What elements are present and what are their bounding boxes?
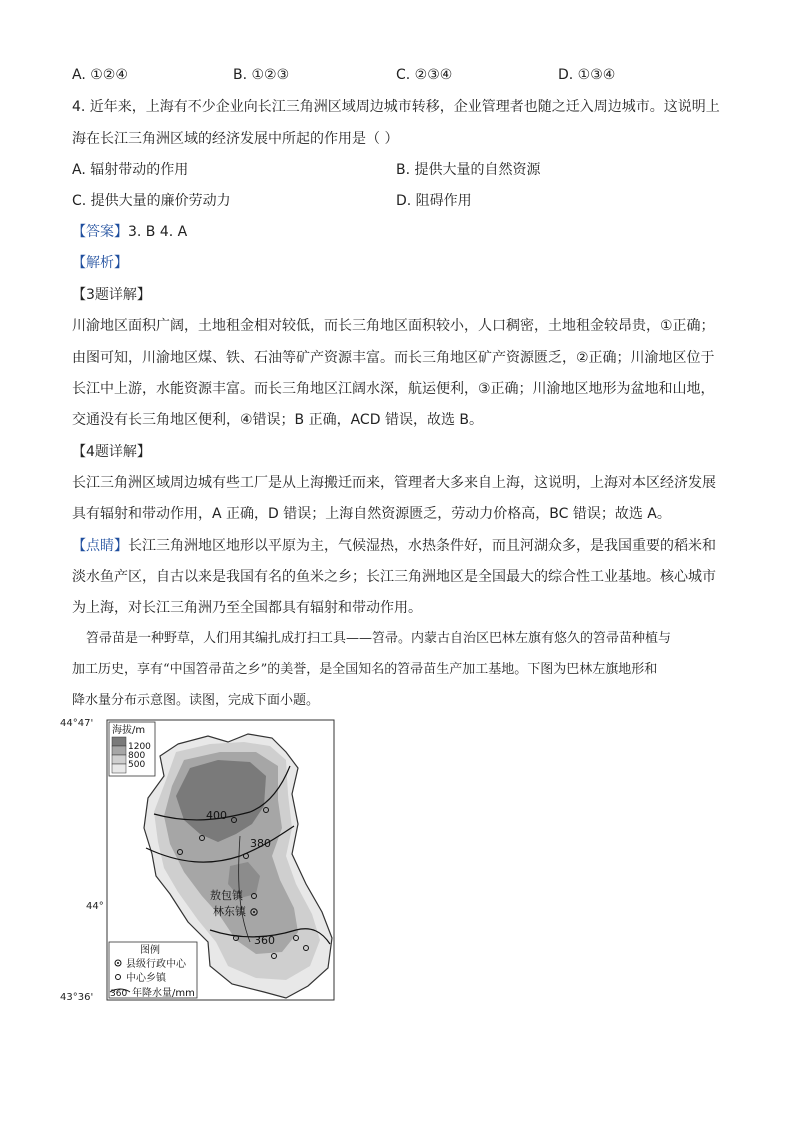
lat-label-mid: 44° bbox=[86, 901, 104, 912]
elev-swatch-high bbox=[112, 737, 126, 746]
elev-level-1200: 1200 bbox=[128, 742, 151, 752]
q4-stem-line1: 4. 近年来，上海有不少企业向长江三角洲区域周边城市转移，企业管理者也随之迁入周边城市。这说明上 bbox=[72, 99, 720, 115]
q3-option-d: D. ①③④ bbox=[558, 67, 616, 83]
answer-line bbox=[72, 221, 187, 243]
q4-option-b: B. 提供大量的自然资源 bbox=[396, 162, 541, 178]
q3-detail-line: 交通没有长三角地区便利，④错误；B 正确，ACD 错误，故选 B。 bbox=[72, 412, 483, 428]
elev-level-800: 800 bbox=[128, 751, 146, 761]
elev-swatch-mid bbox=[112, 746, 126, 755]
passage-line: 降水量分布示意图。读图，完成下面小题。 bbox=[72, 693, 320, 708]
elev-level-500: 500 bbox=[128, 760, 146, 770]
legend-precip-value: 360 bbox=[110, 989, 128, 999]
q3-detail-label: 【3题详解】 bbox=[72, 287, 151, 303]
q3-detail-line: 川渝地区面积广阔，土地租金相对较低，而长三角地区面积较小，人口稠密，土地租金较昂贵，①正确； bbox=[72, 318, 715, 334]
legend-town: 中心乡镇 bbox=[126, 973, 166, 984]
elev-swatch-plain bbox=[112, 764, 126, 773]
map-legend-title: 图例 bbox=[140, 945, 160, 956]
q3-option-b: B. ①②③ bbox=[233, 67, 290, 83]
lat-label-top: 44°47' bbox=[60, 718, 94, 729]
town-label-aobao: 敖包镇 bbox=[210, 889, 243, 902]
comment-line: 淡水鱼产区，自古以来是我国有名的鱼米之乡；长江三角洲地区是全国最大的综合性工业基地。核心城市 bbox=[72, 569, 716, 585]
comment-line1: 【点睛】长江三角洲地区地形以平原为主，气候湿热，水热条件好，而且河湖众多，是我国重要的稻米和 bbox=[72, 538, 716, 554]
map-svg bbox=[60, 716, 350, 1008]
legend-county-center: 县级行政中心 bbox=[126, 959, 186, 970]
isohyet-label-360: 360 bbox=[254, 934, 275, 947]
passage-line: 笤帚苗是一种野草，人们用其编扎成打扫工具——笤帚。内蒙古自治区巴林左旗有悠久的笤帚苗种植与 bbox=[86, 631, 672, 646]
answer-text: 3. B 4. A bbox=[128, 224, 188, 240]
isohyet-label-380: 380 bbox=[250, 837, 271, 850]
comment-label: 【点睛】 bbox=[72, 538, 128, 554]
q3-option-a: A. ①②④ bbox=[72, 67, 128, 83]
answer-label: 【答案】 bbox=[72, 224, 128, 240]
q3-option-c: C. ②③④ bbox=[396, 67, 453, 83]
q4-option-d: D. 阻碍作用 bbox=[396, 193, 472, 209]
isohyet-label-400: 400 bbox=[206, 809, 227, 822]
elevation-legend-title: 海拔/m bbox=[112, 725, 146, 736]
comment-line: 为上海，对长江三角洲乃至全国都具有辐射和带动作用。 bbox=[72, 600, 422, 616]
elev-swatch-low bbox=[112, 755, 126, 764]
q4-detail-label: 【4题详解】 bbox=[72, 444, 151, 460]
q3-detail-line: 由图可知，川渝地区煤、铁、石油等矿产资源丰富。而长三角地区矿产资源匮乏，②正确；川渝地区位于 bbox=[72, 350, 715, 366]
passage-line: 加工历史，享有“中国笤帚苗之乡”的美誉，是全国知名的笤帚苗生产加工基地。下图为巴林左旗地形和 bbox=[72, 662, 658, 677]
q4-detail-line: 具有辐射和带动作用，A 正确，D 错误；上海自然资源匮乏，劳动力价格高，BC 错误；故选 A。 bbox=[72, 506, 671, 522]
terrain-precipitation-map bbox=[60, 716, 350, 1008]
q4-detail-line: 长江三角洲区域周边城有些工厂是从上海搬迁而来，管理者大多来自上海，这说明，上海对本区经济发展 bbox=[72, 475, 716, 491]
q4-stem-line2: 海在长江三角洲区域的经济发展中所起的作用是（ ） bbox=[72, 131, 399, 147]
town-label-lindong: 林东镇 bbox=[213, 905, 246, 918]
legend-precip-label: 年降水量/mm bbox=[132, 988, 195, 999]
lat-label-bottom: 43°36' bbox=[60, 992, 94, 1003]
q3-detail-line: 长江中上游，水能资源丰富。而长三角地区江阔水深，航运便利，③正确；川渝地区地形为盆地和山地， bbox=[72, 381, 715, 397]
q4-option-a: A. 辐射带动的作用 bbox=[72, 162, 189, 178]
analysis-label: 【解析】 bbox=[72, 255, 128, 271]
q4-option-c: C. 提供大量的廉价劳动力 bbox=[72, 193, 231, 209]
